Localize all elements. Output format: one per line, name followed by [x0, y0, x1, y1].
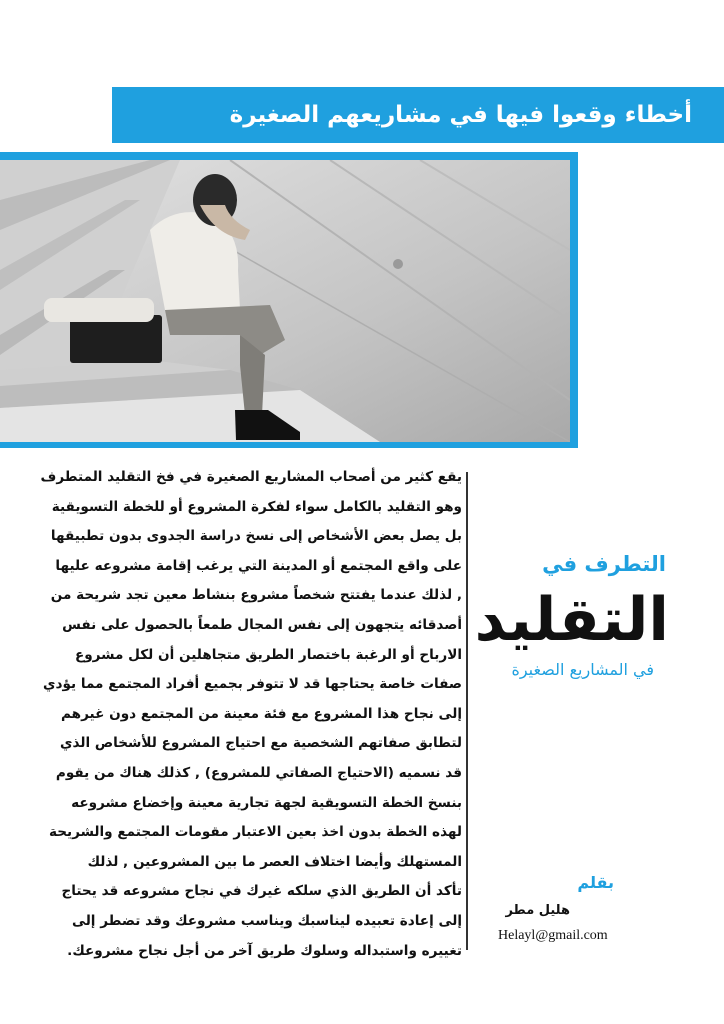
article-line: لهذه الخطة بدون اخذ بعين الاعتبار مقومات المجتمع والشريحة — [48, 824, 462, 841]
article-line: تأكد أن الطريق الذي سلكه غيرك في نجاح مشروعه قد يحتاج — [61, 883, 462, 900]
author-email: Helayl@gmail.com — [498, 928, 608, 943]
article-line: الارباح أو الرغبة باختصار الطريق متجاهلين أن لكل مشروع — [74, 646, 462, 663]
article-line: قد نسميه (الاحتياج الصفاتي للمشروع) , كذلك هناك من يقوم — [55, 764, 462, 781]
article-line: أصدقائه يتجهون إلى نفس المجال طمعاً بالحصول على نفس — [62, 616, 462, 633]
article-line: لتطابق صفاتهم الشخصية مع احتياج المشروع للأشخاص الذي — [60, 735, 462, 752]
side-heading-main: التقليد — [474, 585, 669, 655]
article-line: إلى إعادة تعبيده ليناسبك ويناسب مشروعك وقد تضطر إلى — [71, 912, 462, 929]
article-line: بل يصل بعض الأشخاص إلى نسخ دراسة الجدوى بدون تطبيقها — [50, 528, 462, 545]
article-title: أخطاء وقعوا فيها في مشاريعهم الصغيرة — [229, 102, 692, 128]
article-body — [40, 463, 462, 966]
side-heading-sub: في المشاريع الصغيرة — [511, 660, 654, 679]
side-heading-top: التطرف في — [542, 552, 666, 576]
photo-frame — [0, 152, 578, 448]
byline-label: بقلم — [577, 873, 614, 892]
article-line: بنسخ الخطة التسويقية لجهة تجارية معينة وإخضاع مشروعه — [71, 794, 462, 811]
article-line: إلى نجاح هذا المشروع مع فئة معينة من المجتمع دون غيرهم — [61, 705, 462, 722]
article-line: صفات خاصة يحتاجها قد لا تتوفر بجميع أفراد المجتمع مما يؤدي — [43, 676, 462, 693]
title-banner — [112, 87, 724, 143]
article-line: المستهلك وأيضا اختلاف العصر ما بين المشروعين , لذلك — [87, 853, 462, 870]
man-sitting-on-stairs-photo — [0, 160, 570, 442]
column-divider — [466, 472, 468, 950]
article-line: تغييره واستبداله وسلوك طريق آخر من أجل نجاح مشروعك. — [67, 942, 462, 959]
article-line: , لذلك عندما يفتتح شخصاً مشروع بنشاط معين تجد شريحة من — [50, 587, 462, 604]
article-line: يقع كثير من أصحاب المشاريع الصغيرة في فخ التقليد المتطرف — [40, 469, 462, 485]
article-line: على واقع المجتمع أو المدينة التي يرغب إقامة مشروعه عليها — [55, 557, 462, 574]
article-line: وهو التقليد بالكامل سواء لفكرة المشروع أو للخطة التسويقية — [51, 498, 462, 515]
photo-illustration — [0, 160, 570, 442]
author-name: هليل مطر — [505, 903, 570, 918]
